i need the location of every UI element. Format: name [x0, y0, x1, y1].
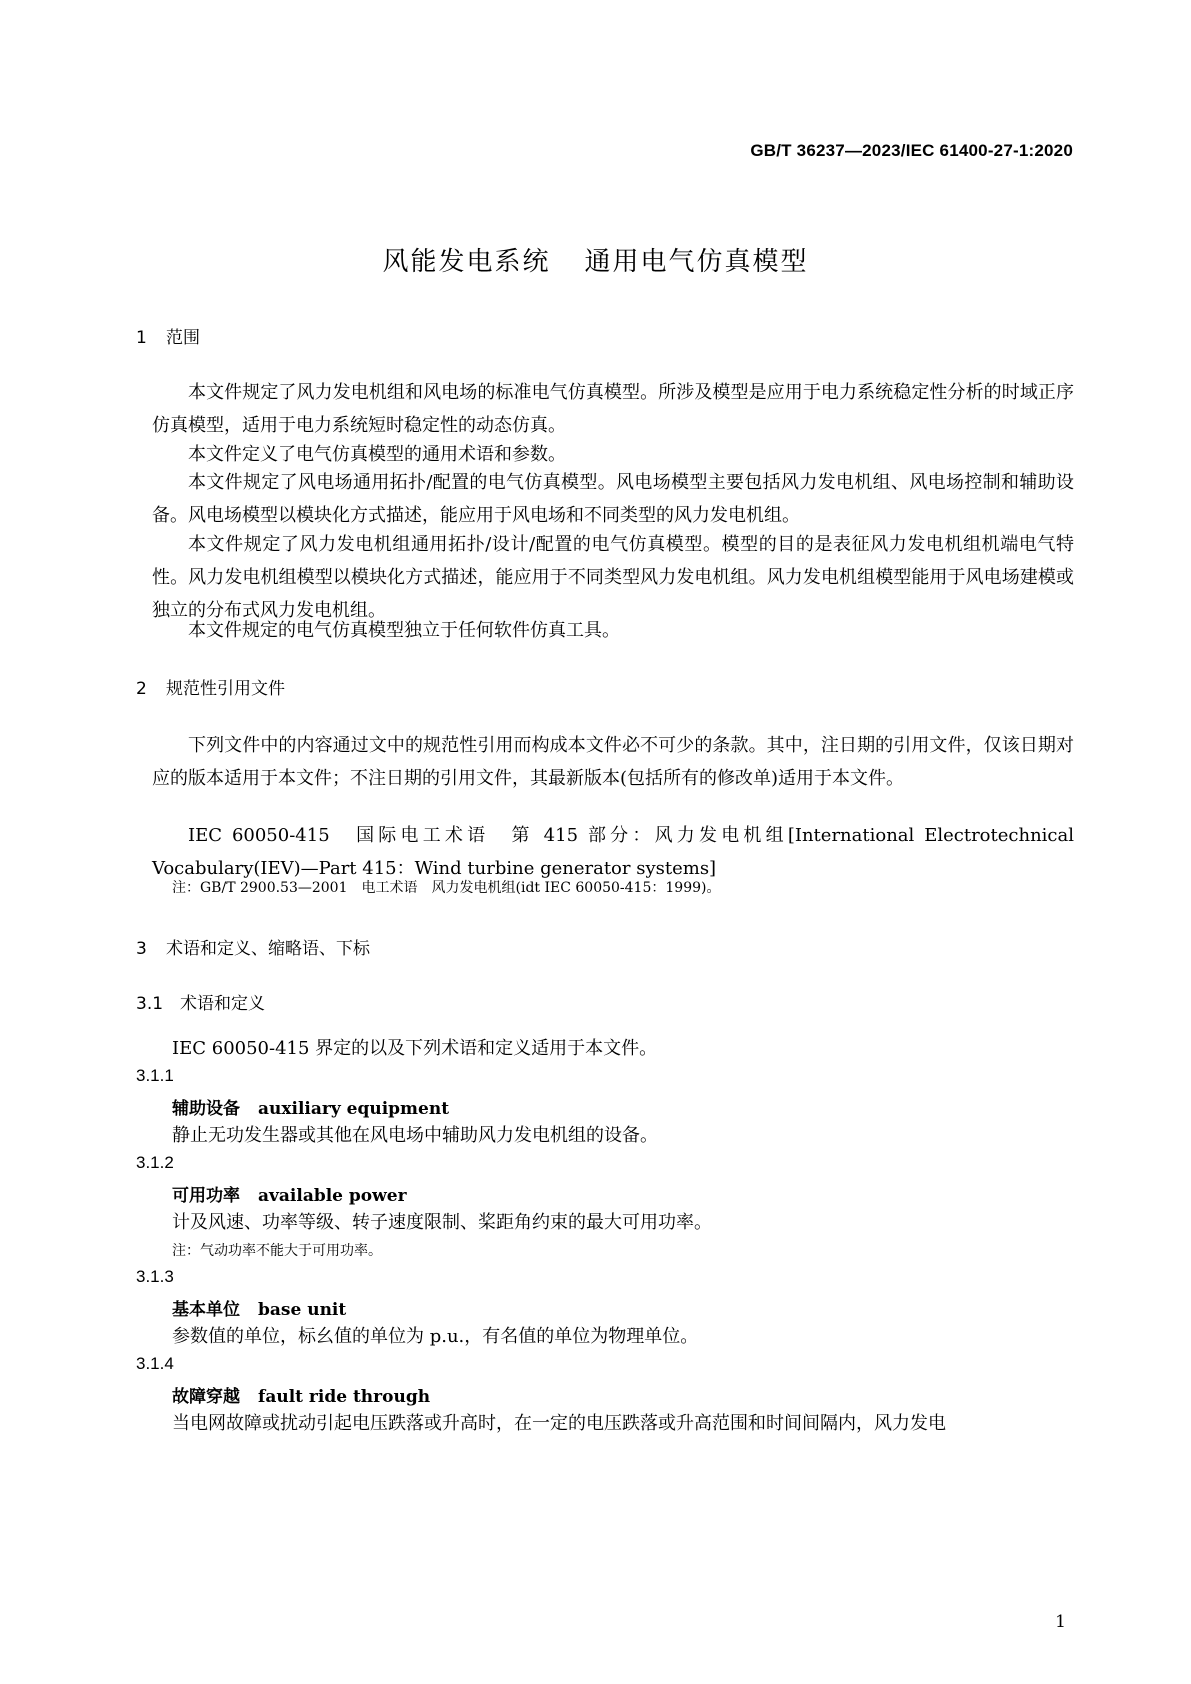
- term-heading: [172, 1094, 449, 1119]
- section-number: 1: [136, 328, 147, 348]
- term-english: base unit: [258, 1300, 347, 1320]
- document-title: [0, 241, 1191, 278]
- term-english: fault ride through: [258, 1387, 431, 1407]
- section-2-note: 注：GB/T 2900.53—2001 电工术语 风力发电机组(idt IEC 60050-415：1999)。: [172, 880, 721, 896]
- section-number: 3: [136, 939, 147, 959]
- term-chinese: 基本单位: [172, 1300, 240, 1320]
- normative-reference-iec-60050-415: IEC 60050-415 国际电工术语 第 415 部分：风力发电机组[International Electrotechnical Vocabulary(IEV)—Part 415：Wind turbine generator systems]: [152, 825, 1074, 879]
- page-number: 1: [1055, 1612, 1066, 1632]
- term-english: auxiliary equipment: [258, 1099, 450, 1119]
- term-number: 3.1.3: [136, 1267, 174, 1286]
- term-heading: [172, 1181, 407, 1206]
- term-number: 3.1.2: [136, 1153, 174, 1172]
- title-part-1: 风能发电系统: [382, 247, 551, 277]
- term-chinese: 辅助设备: [172, 1099, 240, 1119]
- term-heading: [172, 1295, 346, 1320]
- section-1-paragraph-3: 本文件规定了风电场通用拓扑/配置的电气仿真模型。风电场模型主要包括风力发电机组、风电场控制和辅助设备。风电场模型以模块化方式描述，能应用于风电场和不同类型的风力发电机组。: [152, 472, 1074, 526]
- section-title: 术语和定义、缩略语、下标: [166, 939, 370, 959]
- section-1-heading: [136, 323, 200, 348]
- term-chinese: 可用功率: [172, 1186, 240, 1206]
- section-1-paragraph-1: 本文件规定了风力发电机组和风电场的标准电气仿真模型。所涉及模型是应用于电力系统稳定性分析的时域正序仿真模型，适用于电力系统短时稳定性的动态仿真。: [152, 382, 1074, 436]
- section-title: 术语和定义: [180, 994, 265, 1014]
- section-1-paragraph-5: 本文件规定的电气仿真模型独立于任何软件仿真工具。: [188, 620, 620, 641]
- term-note: 注：气动功率不能大于可用功率。: [172, 1243, 382, 1259]
- section-3-heading: [136, 934, 370, 959]
- section-1-paragraph-4: 本文件规定了风力发电机组通用拓扑/设计/配置的电气仿真模型。模型的目的是表征风力发电机组机端电气特性。风力发电机组模型以模块化方式描述，能应用于不同类型风力发电机组。风力发电机组模型能用于风电场建模或独立的分布式风力发电机组。: [152, 534, 1074, 621]
- section-3-1-intro: IEC 60050-415 界定的以及下列术语和定义适用于本文件。: [172, 1038, 658, 1059]
- section-title: 规范性引用文件: [166, 679, 285, 699]
- term-definition: 静止无功发生器或其他在风电场中辅助风力发电机组的设备。: [172, 1125, 658, 1146]
- section-title: 范围: [166, 328, 200, 348]
- standard-code-header: GB/T 36237—2023/IEC 61400-27-1:2020: [750, 141, 1073, 160]
- term-number: 3.1.4: [136, 1354, 174, 1373]
- term-definition: 计及风速、功率等级、转子速度限制、桨距角约束的最大可用功率。: [172, 1212, 712, 1233]
- section-number: 3.1: [136, 994, 164, 1014]
- section-number: 2: [136, 679, 147, 699]
- term-heading: [172, 1382, 430, 1407]
- term-english: available power: [258, 1186, 407, 1206]
- term-number: 3.1.1: [136, 1066, 174, 1085]
- term-definition: 参数值的单位，标幺值的单位为 p.u.，有名值的单位为物理单位。: [172, 1326, 699, 1347]
- section-1-paragraph-2: 本文件定义了电气仿真模型的通用术语和参数。: [188, 444, 566, 465]
- term-definition: 当电网故障或扰动引起电压跌落或升高时，在一定的电压跌落或升高范围和时间间隔内，风力发电: [172, 1413, 946, 1434]
- section-2-paragraph-1: 下列文件中的内容通过文中的规范性引用而构成本文件必不可少的条款。其中，注日期的引用文件，仅该日期对应的版本适用于本文件；不注日期的引用文件，其最新版本(包括所有的修改单)适用于本文件。: [152, 735, 1074, 789]
- title-part-2: 通用电气仿真模型: [584, 247, 809, 277]
- section-3-1-heading: [136, 989, 265, 1014]
- section-2-heading: [136, 674, 285, 699]
- term-chinese: 故障穿越: [172, 1387, 240, 1407]
